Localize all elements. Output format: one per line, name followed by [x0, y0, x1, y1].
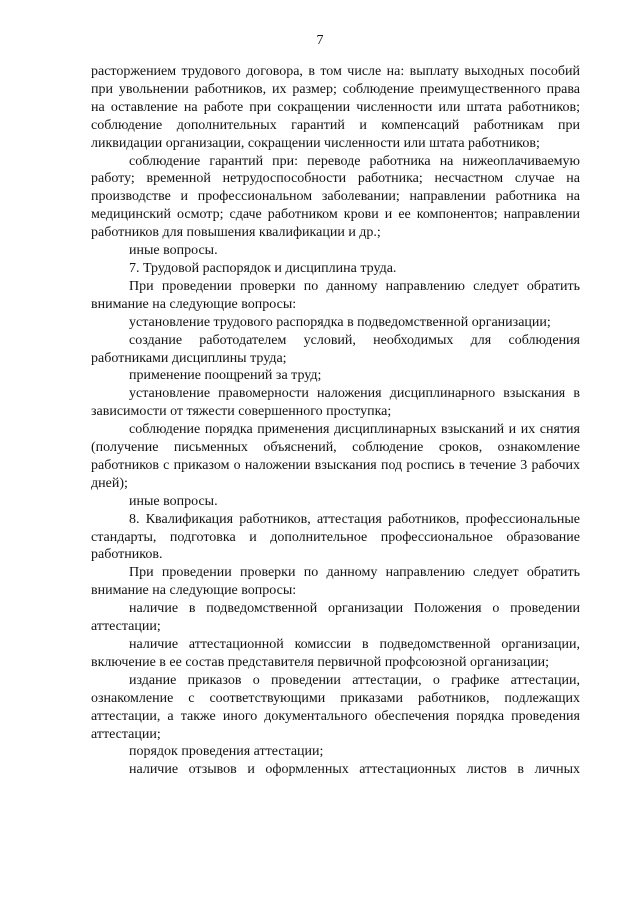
- paragraph: При проведении проверки по данному направлению следует обратить внимание на следующие вопросы:: [91, 278, 580, 312]
- paragraph: порядок проведения аттестации;: [129, 744, 324, 760]
- paragraph: иные вопросы.: [129, 493, 218, 509]
- document-body: [91, 63, 580, 779]
- paragraph-truncated: наличие отзывов и оформленных аттестационных листов в личных: [129, 762, 580, 778]
- paragraph: наличие аттестационной комиссии в подведомственной организации, включение в ее состав представителя первичной профсоюзной организации;: [91, 637, 580, 670]
- paragraph: соблюдение порядка применения дисциплинарных взысканий и их снятия (получение письменных объяснений, соблюдение сроков, ознакомление работников с приказом о наложении взыскания под роспись в течение 3 рабочих дней);: [91, 422, 580, 491]
- section-heading-7: 7. Трудовой распорядок и дисциплина труда.: [129, 260, 397, 276]
- paragraph: создание работодателем условий, необходимых для соблюдения работниками дисциплины труда;: [91, 332, 580, 366]
- paragraph: установление трудового распорядка в подведомственной организации;: [129, 314, 551, 330]
- paragraph: издание приказов о проведении аттестации, о графике аттестации, ознакомление с соответствующими приказами работников, подлежащих аттестации, а также иного документального обеспечения порядка проведения аттестации;: [91, 672, 580, 742]
- section-heading-8: 8. Квалификация работников, аттестация работников, профессиональные стандарты, подготовка и дополнительное профессиональное образование работников.: [91, 511, 580, 563]
- paragraph: применение поощрений за труд;: [129, 368, 322, 384]
- paragraph-continuation: расторжением трудового договора, в том числе на: выплату выходных пособий при увольнении работников, их размер; соблюдение преимущественного права на оставление на работе при сокращении численности или штата работников; соблюдение дополнительных гарантий и компенсаций работникам при ликвидации организации, сокращении численности или штата работников;: [91, 64, 580, 151]
- page-number: 7: [316, 33, 324, 48]
- paragraph: соблюдение гарантий при: переводе работника на нижеоплачиваемую работу; временной нетрудоспособности работника; несчастном случае на производстве и профессиональном заболевании; направлении работника на медицинский осмотр; сдаче работником крови и ее компонентов; направлении работников для повышения квалификации и др.;: [91, 153, 580, 241]
- paragraph: иные вопросы.: [129, 243, 218, 259]
- paragraph: наличие в подведомственной организации Положения о проведении аттестации;: [91, 601, 580, 635]
- paragraph: установление правомерности наложения дисциплинарного взыскания в зависимости от тяжести совершенного проступка;: [91, 386, 580, 420]
- paragraph: При проведении проверки по данному направлению следует обратить внимание на следующие вопросы:: [91, 565, 580, 599]
